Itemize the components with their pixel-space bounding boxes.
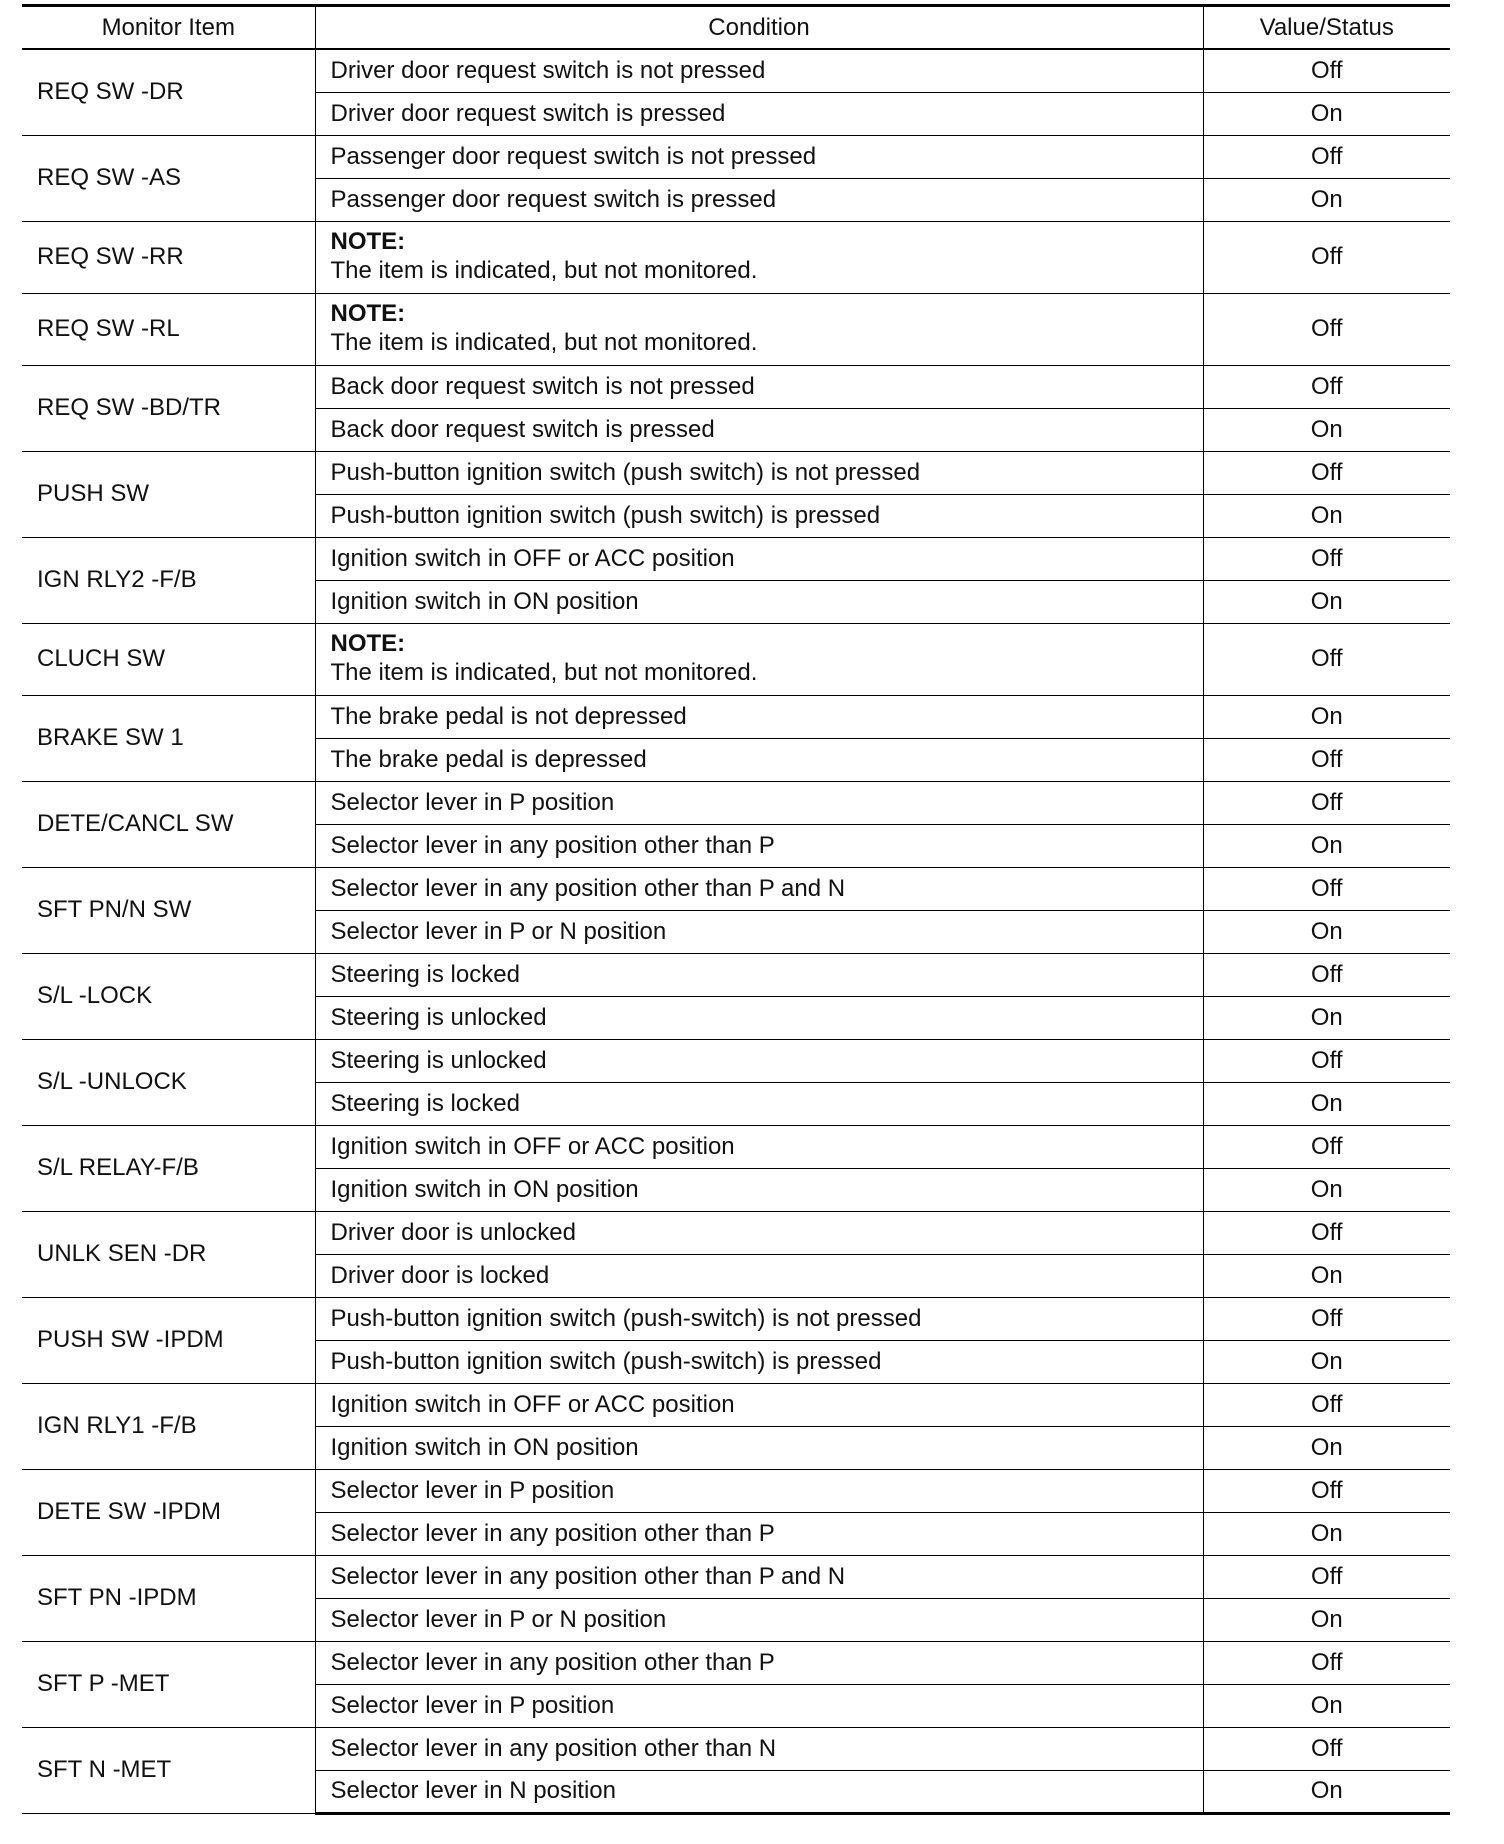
note-label: NOTE: [330,630,406,657]
table-row [22,365,1450,408]
condition-text: Selector lever in any position other than P and N [315,1555,1203,1598]
value-status: Off [1203,221,1450,293]
condition-text: Passenger door request switch is not pressed [315,135,1203,178]
table-row [22,537,1450,580]
monitor-item-name: SFT N -MET [22,1727,315,1813]
value-status: On [1203,1254,1450,1297]
monitor-item-name: REQ SW -BD/TR [22,365,315,451]
table-row [22,623,1450,695]
monitor-item-name: DETE/CANCL SW [22,781,315,867]
value-status: Off [1203,623,1450,695]
condition-text: Selector lever in N position [315,1770,1203,1813]
value-status: Off [1203,1469,1450,1512]
value-status: On [1203,580,1450,623]
condition-text: Ignition switch in OFF or ACC position [315,537,1203,580]
value-status: Off [1203,738,1450,781]
condition-note [315,623,1203,695]
condition-text: Back door request switch is not pressed [315,365,1203,408]
value-status: Off [1203,293,1450,365]
table-row [22,221,1450,293]
condition-text: Ignition switch in OFF or ACC position [315,1383,1203,1426]
condition-text: Driver door is unlocked [315,1211,1203,1254]
condition-text: Selector lever in P or N position [315,1598,1203,1641]
table-row [22,1211,1450,1254]
monitor-item-name: REQ SW -DR [22,49,315,135]
monitor-item-name: SFT PN/N SW [22,867,315,953]
header-value-status: Value/Status [1203,6,1450,50]
condition-text: Push-button ignition switch (push-switch) is pressed [315,1340,1203,1383]
value-status: On [1203,1168,1450,1211]
condition-text: Driver door request switch is pressed [315,92,1203,135]
value-status: Off [1203,1039,1450,1082]
monitor-item-name: BRAKE SW 1 [22,695,315,781]
table-row [22,867,1450,910]
condition-note [315,293,1203,365]
table-row [22,49,1450,92]
value-status: On [1203,92,1450,135]
table-body [22,49,1450,1813]
monitor-item-name: PUSH SW [22,451,315,537]
condition-text: Push-button ignition switch (push switch) is not pressed [315,451,1203,494]
value-status: On [1203,1598,1450,1641]
condition-text: Ignition switch in ON position [315,1168,1203,1211]
value-status: Off [1203,1211,1450,1254]
monitor-item-name: SFT PN -IPDM [22,1555,315,1641]
condition-text: Selector lever in P position [315,781,1203,824]
condition-text: Selector lever in any position other than P [315,1641,1203,1684]
condition-text: Passenger door request switch is pressed [315,178,1203,221]
condition-text: The brake pedal is depressed [315,738,1203,781]
table-row [22,1039,1450,1082]
monitor-item-name: SFT P -MET [22,1641,315,1727]
value-status: On [1203,408,1450,451]
table-row [22,1469,1450,1512]
note-text: The item is indicated, but not monitored. [330,257,758,284]
value-status: Off [1203,953,1450,996]
condition-text: Selector lever in P position [315,1469,1203,1512]
table-row [22,1297,1450,1340]
condition-text: Push-button ignition switch (push-switch) is not pressed [315,1297,1203,1340]
monitor-item-name: PUSH SW -IPDM [22,1297,315,1383]
header-condition: Condition [315,6,1203,50]
value-status: Off [1203,1383,1450,1426]
monitor-item-name: S/L -UNLOCK [22,1039,315,1125]
condition-text: Push-button ignition switch (push switch) is pressed [315,494,1203,537]
condition-text: Selector lever in any position other than P [315,1512,1203,1555]
value-status: Off [1203,867,1450,910]
value-status: On [1203,824,1450,867]
table-row [22,1555,1450,1598]
monitor-item-name: CLUCH SW [22,623,315,695]
value-status: Off [1203,1727,1450,1770]
value-status: On [1203,1770,1450,1813]
condition-text: Driver door request switch is not pressed [315,49,1203,92]
value-status: Off [1203,537,1450,580]
condition-text: Ignition switch in ON position [315,580,1203,623]
value-status: On [1203,996,1450,1039]
value-status: On [1203,695,1450,738]
value-status: Off [1203,1641,1450,1684]
monitor-item-table [22,4,1450,1815]
condition-text: Selector lever in P position [315,1684,1203,1727]
value-status: On [1203,1340,1450,1383]
condition-text: Steering is locked [315,953,1203,996]
condition-text: Selector lever in any position other than P [315,824,1203,867]
value-status: Off [1203,135,1450,178]
value-status: Off [1203,1297,1450,1340]
value-status: On [1203,1512,1450,1555]
condition-text: Back door request switch is pressed [315,408,1203,451]
value-status: Off [1203,1555,1450,1598]
value-status: Off [1203,365,1450,408]
condition-text: Selector lever in any position other than N [315,1727,1203,1770]
table-row [22,781,1450,824]
note-label: NOTE: [330,300,406,327]
table-row [22,695,1450,738]
condition-text: Driver door is locked [315,1254,1203,1297]
note-text: The item is indicated, but not monitored. [330,329,758,356]
monitor-item-name: UNLK SEN -DR [22,1211,315,1297]
note-text: The item is indicated, but not monitored. [330,659,758,686]
condition-note [315,221,1203,293]
table-row [22,1641,1450,1684]
table-row [22,293,1450,365]
condition-text: Selector lever in any position other than P and N [315,867,1203,910]
condition-text: Ignition switch in OFF or ACC position [315,1125,1203,1168]
monitor-item-name: IGN RLY2 -F/B [22,537,315,623]
condition-text: Ignition switch in ON position [315,1426,1203,1469]
table-row [22,135,1450,178]
value-status: On [1203,178,1450,221]
monitor-item-name: S/L RELAY-F/B [22,1125,315,1211]
monitor-item-name: REQ SW -RL [22,293,315,365]
value-status: Off [1203,451,1450,494]
table-header-row [22,6,1450,50]
table-row [22,1125,1450,1168]
monitor-item-name: S/L -LOCK [22,953,315,1039]
condition-text: The brake pedal is not depressed [315,695,1203,738]
value-status: On [1203,1684,1450,1727]
monitor-item-name: DETE SW -IPDM [22,1469,315,1555]
condition-text: Steering is locked [315,1082,1203,1125]
table-row [22,953,1450,996]
condition-text: Steering is unlocked [315,1039,1203,1082]
table-row [22,451,1450,494]
condition-text: Selector lever in P or N position [315,910,1203,953]
value-status: On [1203,1082,1450,1125]
value-status: Off [1203,781,1450,824]
note-label: NOTE: [330,228,406,255]
value-status: On [1203,494,1450,537]
monitor-item-name: REQ SW -AS [22,135,315,221]
value-status: On [1203,1426,1450,1469]
value-status: On [1203,910,1450,953]
condition-text: Steering is unlocked [315,996,1203,1039]
monitor-item-name: IGN RLY1 -F/B [22,1383,315,1469]
table-row [22,1383,1450,1426]
value-status: Off [1203,1125,1450,1168]
table-row [22,1727,1450,1770]
value-status: Off [1203,49,1450,92]
monitor-item-name: REQ SW -RR [22,221,315,293]
header-monitor-item: Monitor Item [22,6,315,50]
